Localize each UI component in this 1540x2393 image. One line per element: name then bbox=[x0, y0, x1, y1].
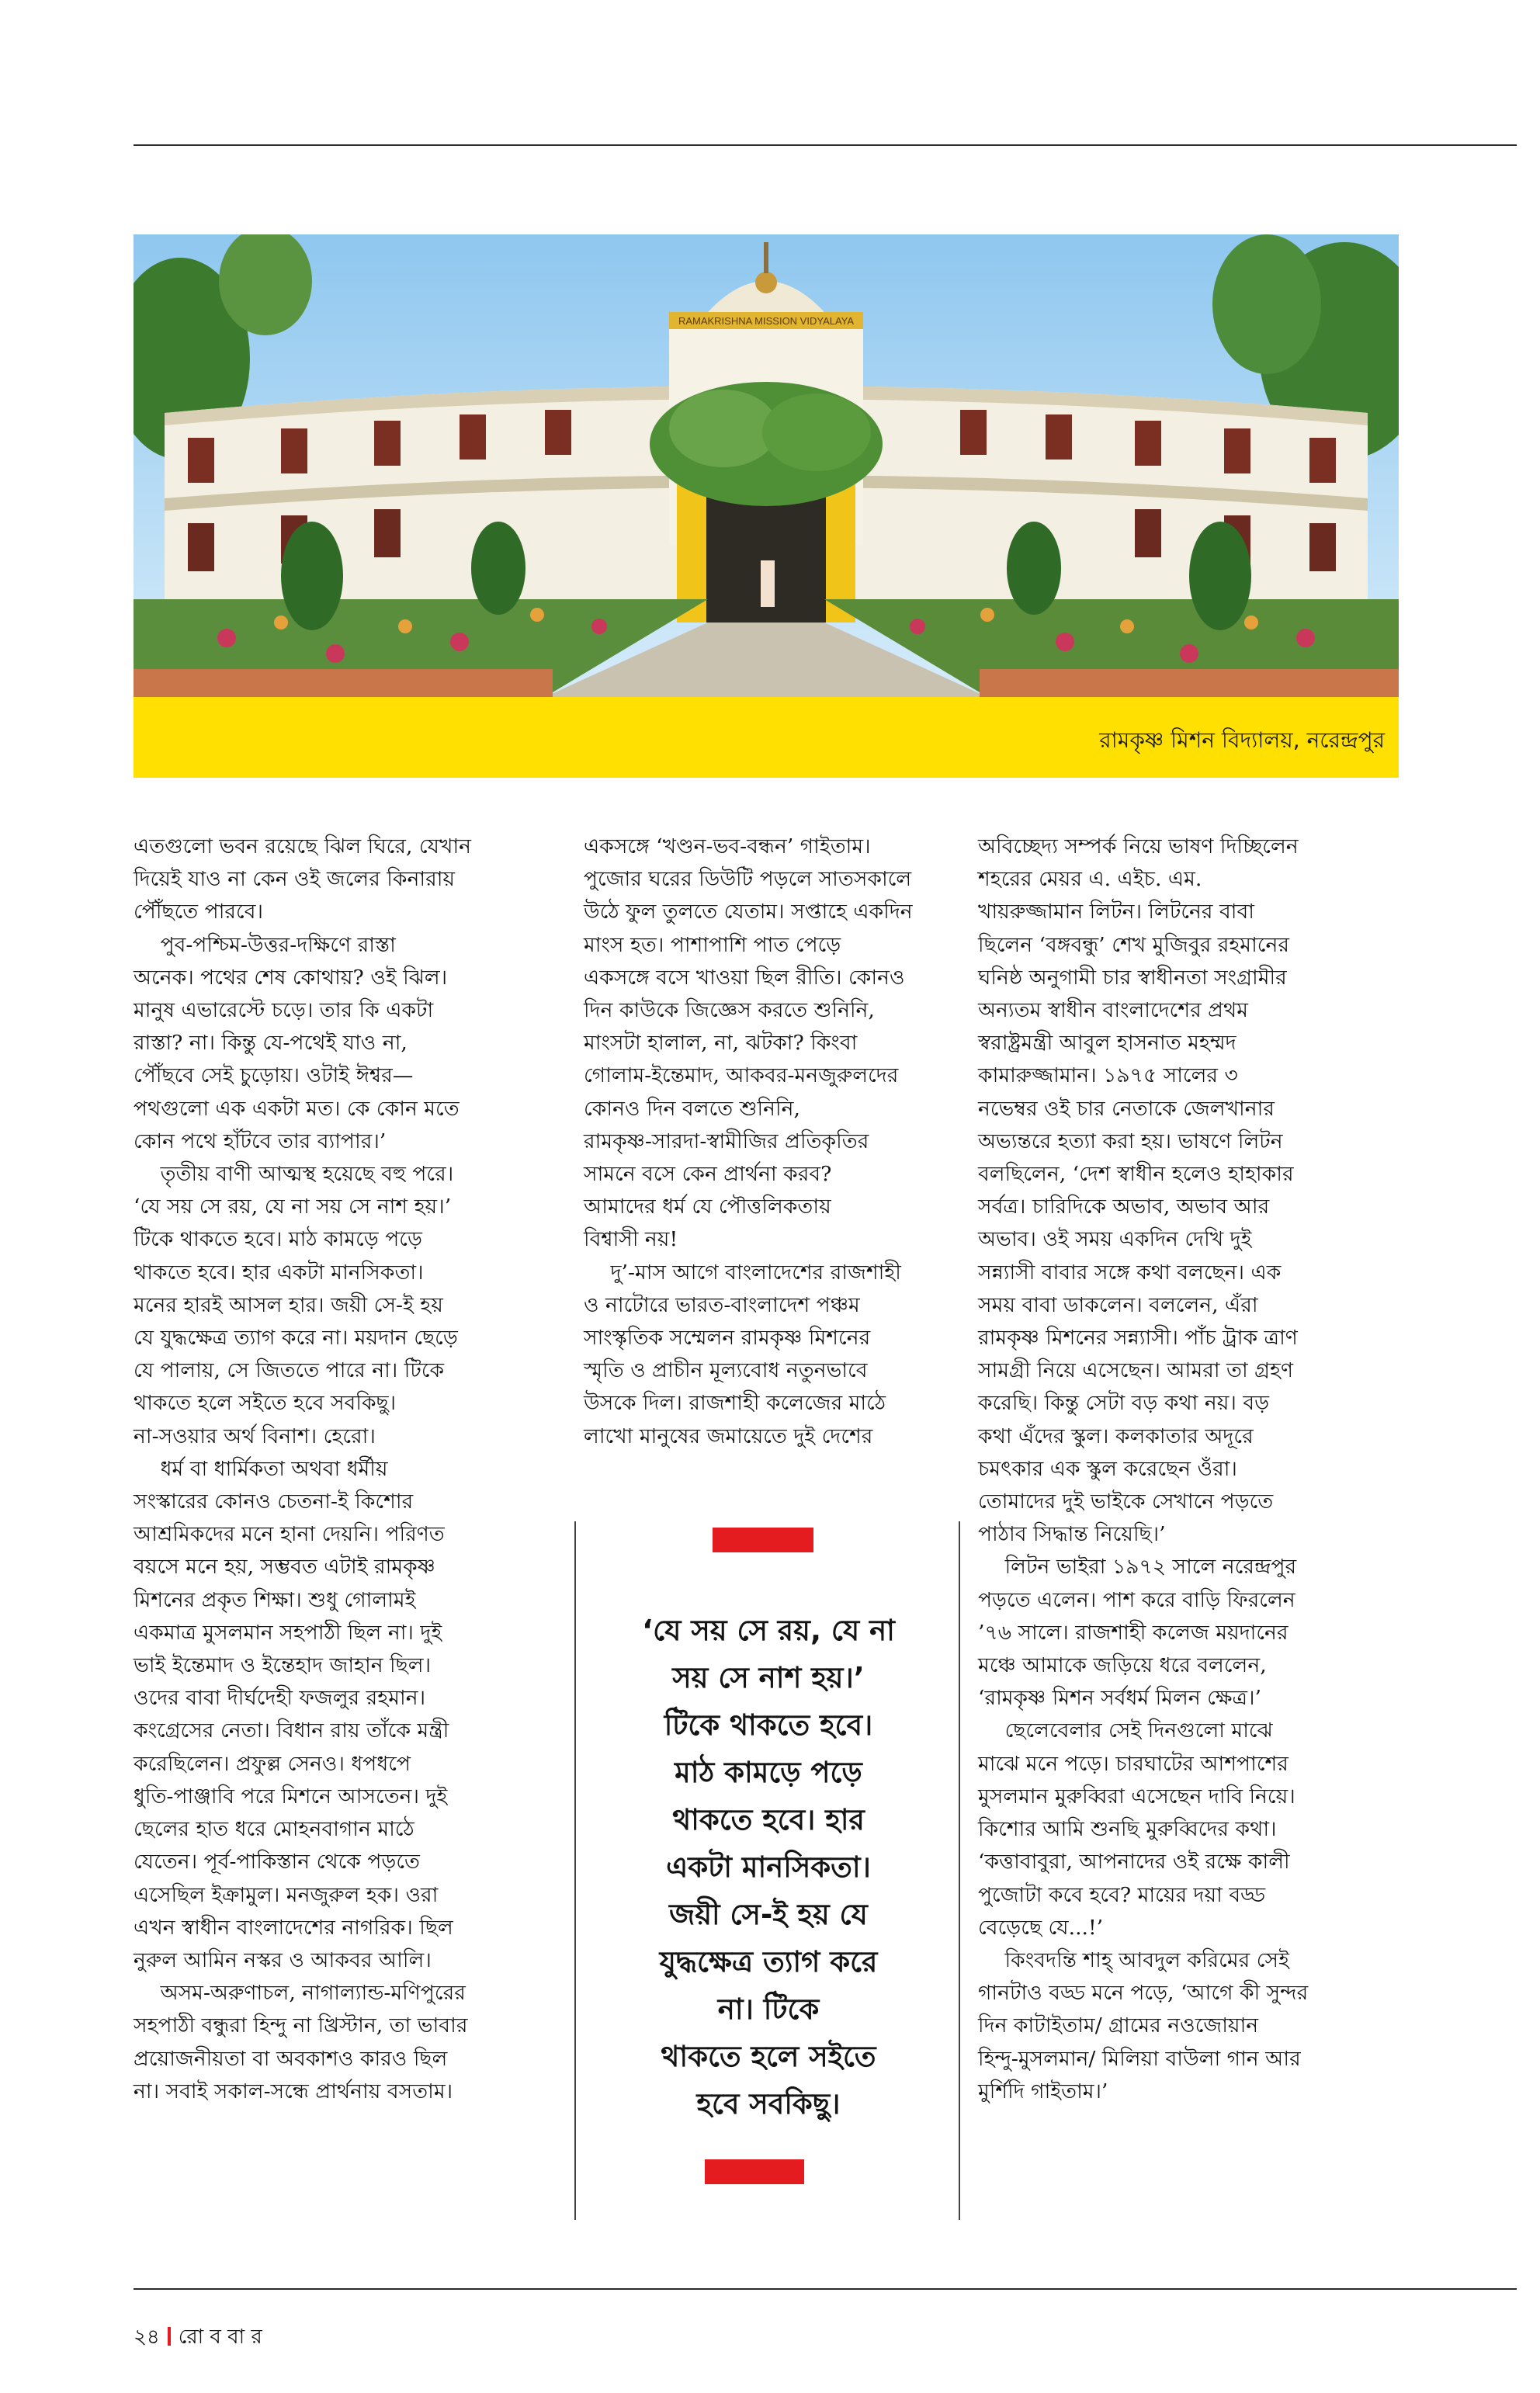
column1-line: এখন স্বাধীন বাংলাদেশের নাগরিক। ছিল bbox=[134, 1915, 453, 1940]
pullquote-line: থাকতে হবে। হার bbox=[672, 1803, 865, 1836]
column1-line: মিশনের প্রকৃত শিক্ষা। শুধু গোলামই bbox=[134, 1587, 416, 1612]
pullquote-divider-left bbox=[574, 1521, 576, 2220]
column3-line: শহরের মেয়র এ. এইচ. এম. bbox=[978, 867, 1202, 892]
pullquote-line: না। টিকে bbox=[717, 1992, 820, 2026]
column1-line: পুব-পশ্চিম-উত্তর-দক্ষিণে রাস্তা bbox=[160, 932, 396, 957]
top-rule bbox=[134, 144, 1517, 146]
column3-line: খায়রুজ্জামান লিটন। লিটনের বাবা bbox=[978, 900, 1255, 924]
photo-caption: রামকৃষ্ণ মিশন বিদ্যালয়, নরেন্দ্রপুর bbox=[1099, 727, 1385, 753]
pullquote-line: একটা মানসিকতা। bbox=[666, 1850, 871, 1884]
column2-line: মাংসটা হালাল, না, ঝটকা? কিংবা bbox=[584, 1031, 858, 1056]
column1-line: একমাত্র মুসলমান সহপাঠী ছিল না। দুই bbox=[134, 1620, 442, 1645]
column1-line: অনেক। পথের শেষ কোথায়? ওই ঝিল। bbox=[134, 965, 448, 990]
column2-line: পুজোর ঘরের ডিউটি পড়লে সাতসকালে bbox=[584, 867, 912, 892]
column2-line: বিশ্বাসী নয়! bbox=[584, 1227, 678, 1252]
page-number: ২৪ bbox=[134, 2325, 160, 2349]
column3-line: ‘রামকৃষ্ণ মিশন সর্বধর্ম মিলন ক্ষেত্র।’ bbox=[978, 1686, 1262, 1711]
page-footer bbox=[134, 2321, 262, 2355]
column1-line: তৃতীয় বাণী আত্মস্থ হয়েছে বহু পরে। bbox=[160, 1162, 454, 1187]
pull-quote bbox=[590, 1607, 947, 2128]
pullquote-accent-bottom bbox=[705, 2159, 804, 2184]
column3-line: মুর্শিদি গাইতাম।’ bbox=[978, 2079, 1108, 2103]
column2-line: সামনে বসে কেন প্রার্থনা করব? bbox=[584, 1162, 832, 1187]
article-column-1 bbox=[134, 831, 568, 2108]
column3-line: ’৭৬ সালে। রাজশাহী কলেজ ময়দানের bbox=[978, 1620, 1289, 1645]
column3-line: কিশোর আমি শুনছি মুরুব্বিদের কথা। bbox=[978, 1817, 1277, 1842]
column1-line: সংস্কারের কোনও চেতনা-ই কিশোর bbox=[134, 1490, 414, 1514]
column3-line: হিন্দু-মুসলমান/ মিলিয়া বাউলা গান আর bbox=[978, 2046, 1301, 2071]
column3-line: অবিচ্ছেদ্য সম্পর্ক নিয়ে ভাষণ দিচ্ছিলেন bbox=[978, 834, 1299, 858]
article-column-2 bbox=[584, 831, 956, 1453]
column1-line: টিকে থাকতে হবে। মাঠ কামড়ে পড়ে bbox=[134, 1227, 422, 1252]
column1-line: এতগুলো ভবন রয়েছে ঝিল ঘিরে, যেখান bbox=[134, 834, 472, 858]
column1-line: অসম-অরুণাচল, নাগাল্যান্ড-মণিপুরের bbox=[160, 1981, 466, 2006]
column1-line: বয়সে মনে হয়, সম্ভবত এটাই রামকৃষ্ণ bbox=[134, 1555, 435, 1580]
column3-line: ঘনিষ্ঠ অনুগামী চার স্বাধীনতা সংগ্রামীর bbox=[978, 965, 1287, 990]
column2-line: মাংস হত। পাশাপাশি পাত পেড়ে bbox=[584, 932, 841, 957]
column1-line: ভাই ইন্তেমাদ ও ইন্তেহাদ জাহান ছিল। bbox=[134, 1653, 432, 1678]
pullquote-accent-top bbox=[713, 1528, 813, 1552]
column1-line: পথগুলো এক একটা মত। কে কোন মতে bbox=[134, 1096, 460, 1121]
column1-line: কংগ্রেসের নেতা। বিধান রায় তাঁকে মন্ত্রী bbox=[134, 1718, 449, 1743]
column1-line: দিয়েই যাও না কেন ওই জলের কিনারায় bbox=[134, 867, 456, 892]
column1-line: আশ্রমিকদের মনে হানা দেয়নি। পরিণত bbox=[134, 1522, 445, 1547]
column3-line: অভ্যন্তরে হত্যা করা হয়। ভাষণে লিটন bbox=[978, 1129, 1283, 1153]
column2-line: স্মৃতি ও প্রাচীন মূল্যবোধ নতুনভাবে bbox=[584, 1358, 868, 1383]
column1-line: রাস্তা? না। কিন্তু যে-পথেই যাও না, bbox=[134, 1031, 408, 1056]
pullquote-line: থাকতে হলে সইতে bbox=[661, 2040, 876, 2073]
column1-line: যে যুদ্ধক্ষেত্র ত্যাগ করে না। ময়দান ছেড়ে bbox=[134, 1326, 458, 1351]
pullquote-line: যুদ্ধক্ষেত্র ত্যাগ করে bbox=[659, 1945, 878, 1979]
column3-line: তোমাদের দুই ভাইকে সেখানে পড়তে bbox=[978, 1490, 1274, 1514]
column1-line: না। সবাই সকাল-সন্ধে প্রার্থনায় বসতাম। bbox=[134, 2079, 453, 2103]
article-column-3 bbox=[978, 831, 1397, 2108]
column3-line: পুজোটা কবে হবে? মায়ের দয়া বড্ড bbox=[978, 1882, 1266, 1907]
pullquote-line: হবে সবকিছু। bbox=[696, 2087, 841, 2121]
column1-line: মনের হারই আসল হার। জয়ী সে-ই হয় bbox=[134, 1292, 443, 1317]
column1-line: পৌঁছবে সেই চুড়োয়। ওটাই ঈশ্বর— bbox=[134, 1063, 414, 1088]
pullquote-line: ‘যে সয় সে রয়, যে না bbox=[642, 1614, 895, 1647]
column3-line: নভেম্বর ওই চার নেতাকে জেলখানার bbox=[978, 1096, 1275, 1121]
caption-bar bbox=[134, 697, 1399, 778]
column3-line: সর্বত্র। চারিদিকে অভাব, অভাব আর bbox=[978, 1195, 1270, 1219]
pullquote-line: টিকে থাকতে হবে। bbox=[664, 1708, 873, 1742]
column2-line: দু’-মাস আগে বাংলাদেশের রাজশাহী bbox=[610, 1260, 901, 1285]
signboard-text: RAMAKRISHNA MISSION VIDYALAYA bbox=[678, 315, 855, 327]
column3-line: মাঝে মনে পড়ে। চারঘাটের আশপাশের bbox=[978, 1751, 1289, 1776]
column1-line: না-সওয়ার অর্থ বিনাশ। হেরো। bbox=[134, 1424, 376, 1448]
column3-line: অভাব। ওই সময় একদিন দেখি দুই bbox=[978, 1227, 1252, 1252]
column2-line: কোনও দিন বলতে শুনিনি, bbox=[584, 1096, 800, 1121]
column1-line: প্রয়োজনীয়তা বা অবকাশও কারও ছিল bbox=[134, 2046, 448, 2071]
column2-line: লাখো মানুষের জমায়েতে দুই দেশের bbox=[584, 1424, 873, 1448]
pullquote-divider-right bbox=[959, 1521, 960, 2220]
column3-line: চমৎকার এক স্কুল করেছেন ওঁরা। bbox=[978, 1456, 1237, 1481]
column1-line: পৌঁছতে পারবে। bbox=[134, 900, 264, 924]
bottom-rule bbox=[134, 2288, 1517, 2290]
column2-line: উঠে ফুল তুলতে যেতাম। সপ্তাহে একদিন bbox=[584, 900, 913, 924]
column1-line: থাকতে হলে সইতে হবে সবকিছু। bbox=[134, 1391, 397, 1416]
column2-line: আমাদের ধর্ম যে পৌত্তলিকতায় bbox=[584, 1195, 831, 1219]
column3-line: অন্যতম স্বাধীন বাংলাদেশের প্রথম bbox=[978, 998, 1249, 1023]
column3-line: বেড়েছে যে...!’ bbox=[978, 1915, 1104, 1940]
column1-line: এসেছিল ইক্রামুল। মনজুরুল হক। ওরা bbox=[134, 1882, 439, 1907]
column3-line: রামকৃষ্ণ মিশনের সন্ন্যাসী। পাঁচ ট্রাক ত্রাণ bbox=[978, 1326, 1298, 1351]
column3-line: কামারুজ্জামান। ১৯৭৫ সালের ৩ bbox=[978, 1063, 1238, 1088]
column3-line: গানটাও বড্ড মনে পড়ে, ‘আগে কী সুন্দর bbox=[978, 1981, 1309, 2006]
column3-line: ছেলেবেলার সেই দিনগুলো মাঝে bbox=[1004, 1718, 1273, 1743]
magazine-name: রো ব বা র bbox=[178, 2325, 262, 2349]
column1-line: করেছিলেন। প্রফুল্ল সেনও। ধপধপে bbox=[134, 1751, 411, 1776]
column3-line: লিটন ভাইরা ১৯৭২ সালে নরেন্দ্রপুর bbox=[1004, 1555, 1297, 1580]
column3-line: সন্ন্যাসী বাবার সঙ্গে কথা বলছেন। এক bbox=[978, 1260, 1282, 1285]
column1-line: ‘যে সয় সে রয়, যে না সয় সে নাশ হয়।’ bbox=[134, 1195, 452, 1219]
column1-line: যে পালায়, সে জিততে পারে না। টিকে bbox=[134, 1358, 445, 1383]
column3-line: সময় বাবা ডাকলেন। বললেন, এঁরা bbox=[978, 1292, 1258, 1317]
column3-line: মঞ্চে আমাকে জড়িয়ে ধরে বললেন, bbox=[978, 1653, 1267, 1678]
pullquote-line: মাঠ কামড়ে পড়ে bbox=[675, 1756, 862, 1789]
column1-line: থাকতে হবে। হার একটা মানসিকতা। bbox=[134, 1260, 424, 1285]
column1-line: ওদের বাবা দীর্ঘদেহী ফজলুর রহমান। bbox=[134, 1686, 426, 1711]
column1-line: ধর্ম বা ধার্মিকতা অথবা ধর্মীয় bbox=[160, 1456, 388, 1481]
column1-line: ধুতি-পাঞ্জাবি পরে মিশনে আসতেন। দুই bbox=[134, 1784, 448, 1809]
column3-line: কথা এঁদের স্কুল। কলকাতার অদূরে bbox=[978, 1424, 1254, 1448]
column1-line: কোন পথে হাঁটবে তার ব্যাপার।’ bbox=[134, 1129, 387, 1153]
column3-line: পাঠাব সিদ্ধান্ত নিয়েছি।’ bbox=[978, 1522, 1166, 1547]
column2-line: দিন কাউকে জিজ্ঞেস করতে শুনিনি, bbox=[584, 998, 875, 1023]
column3-line: স্বরাষ্ট্রমন্ত্রী আবুল হাসনাত মহম্মদ bbox=[978, 1031, 1237, 1056]
column1-line: সহপাঠী বন্ধুরা হিন্দু না খ্রিস্টান, তা ভাবার bbox=[134, 2013, 468, 2038]
column2-line: ও নাটোরে ভারত-বাংলাদেশ পঞ্চম bbox=[584, 1292, 860, 1317]
column3-line: দিন কাটাইতাম/ গ্রামের নওজোয়ান bbox=[978, 2013, 1259, 2038]
column2-line: একসঙ্গে ‘খণ্ডন-ভব-বন্ধন’ গাইতাম। bbox=[584, 834, 871, 858]
column2-line: সাংস্কৃতিক সম্মেলন রামকৃষ্ণ মিশনের bbox=[584, 1326, 871, 1351]
footer-separator bbox=[168, 2327, 171, 2346]
column3-line: ছিলেন ‘বঙ্গবন্ধু’ শেখ মুজিবুর রহমানের bbox=[978, 932, 1289, 957]
column1-line: যেতেন। পূর্ব-পাকিস্তান থেকে পড়তে bbox=[134, 1850, 420, 1875]
column1-line: মানুষ এভারেস্টে চড়ে। তার কি একটা bbox=[134, 998, 434, 1023]
column3-line: কিংবদন্তি শাহ্ আবদুল করিমের সেই bbox=[1004, 1947, 1289, 1972]
column3-line: বলছিলেন, ‘দেশ স্বাধীন হলেও হাহাকার bbox=[978, 1162, 1294, 1187]
column2-line: গোলাম-ইন্তেমাদ, আকবর-মনজুরুলদের bbox=[584, 1063, 899, 1088]
column2-line: উসকে দিল। রাজশাহী কলেজের মাঠে bbox=[584, 1391, 886, 1416]
column2-line: রামকৃষ্ণ-সারদা-স্বামীজির প্রতিকৃতির bbox=[584, 1129, 869, 1153]
column1-line: নুরুল আমিন নস্কর ও আকবর আলি। bbox=[134, 1947, 432, 1972]
school-photo bbox=[134, 234, 1399, 697]
column3-line: মুসলমান মুরুব্বিরা এসেছেন দাবি নিয়ে। bbox=[978, 1784, 1295, 1809]
column3-line: করেছি। কিন্তু সেটা বড় কথা নয়। বড় bbox=[978, 1391, 1270, 1416]
pullquote-line: জয়ী সে-ই হয় যে bbox=[669, 1898, 868, 1931]
column2-line: একসঙ্গে বসে খাওয়া ছিল রীতি। কোনও bbox=[584, 965, 905, 990]
column3-line: ‘কত্তাবাবুরা, আপনাদের ওই রক্ষে কালী bbox=[978, 1850, 1290, 1875]
pullquote-line: সয় সে নাশ হয়।’ bbox=[672, 1661, 865, 1694]
column1-line: ছেলের হাত ধরে মোহনবাগান মাঠে bbox=[134, 1817, 414, 1842]
column3-line: সামগ্রী নিয়ে এসেছেন। আমরা তা গ্রহণ bbox=[978, 1358, 1294, 1383]
column3-line: পড়তে এলেন। পাশ করে বাড়ি ফিরলেন bbox=[978, 1587, 1295, 1612]
